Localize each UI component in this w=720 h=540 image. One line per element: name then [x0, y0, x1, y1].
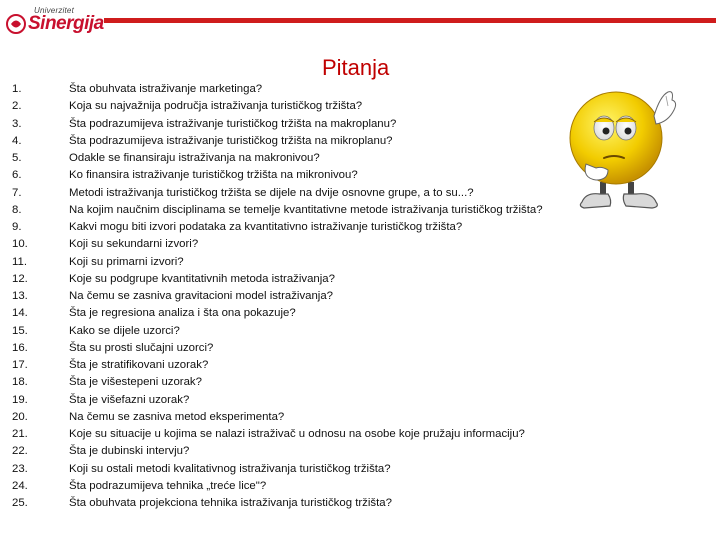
question-item	[12, 219, 572, 236]
question-text: Na čemu se zasniva metod eksperimenta?	[69, 410, 285, 423]
question-text: Koje su situacije u kojima se nalazi istraživač u odnosu na osobe koje pružaju informaciju?	[69, 428, 525, 440]
question-item	[12, 340, 572, 357]
question-number: 14.	[12, 307, 28, 320]
question-item	[12, 426, 572, 443]
page-title: Pitanja	[322, 55, 390, 80]
question-item	[12, 461, 572, 478]
question-number: 4.	[12, 134, 22, 147]
question-number: 22.	[12, 445, 28, 458]
question-item	[12, 323, 572, 340]
question-number: 20.	[12, 410, 28, 423]
question-text: Koji su sekundarni izvori?	[69, 238, 199, 251]
logo-name: Sinergija	[28, 13, 104, 34]
question-item	[12, 478, 572, 495]
question-item	[12, 98, 572, 115]
university-logo	[4, 6, 104, 34]
question-number: 25.	[12, 497, 28, 509]
question-text: Koji su primarni izvori?	[69, 255, 184, 268]
question-text: Koja su najvažnija područja istraživanja turističkog tržišta?	[69, 100, 363, 113]
question-number: 3.	[12, 117, 22, 130]
question-text: Koji su ostali metodi kvalitativnog istraživanja turističkog tržišta?	[69, 462, 391, 475]
question-number: 10.	[12, 238, 28, 251]
thinking-face-emoji-icon	[556, 86, 686, 222]
question-item	[12, 167, 572, 184]
question-text: Šta je regresiona analiza i šta ona pokazuje?	[69, 307, 296, 320]
question-number: 21.	[12, 428, 28, 440]
header-bar	[104, 18, 716, 23]
question-item	[12, 236, 572, 253]
question-text: Kakvi mogu biti izvori podataka za kvantitativno istraživanje turističkog tržišta?	[69, 221, 463, 233]
question-text: Na čemu se zasniva gravitacioni model istraživanja?	[69, 290, 334, 302]
question-item	[12, 357, 572, 374]
question-number: 9.	[12, 221, 22, 233]
question-item	[12, 81, 572, 98]
university-mark-icon	[6, 14, 26, 34]
question-item	[12, 116, 572, 133]
question-number: 11.	[12, 255, 27, 268]
question-number: 7.	[12, 186, 22, 199]
question-item	[12, 495, 572, 512]
question-number: 15.	[12, 324, 28, 337]
question-text: Ko finansira istraživanje turističkog tržišta na mikronivou?	[69, 169, 358, 182]
question-item	[12, 409, 572, 426]
question-number: 1.	[12, 83, 22, 95]
question-number: 6.	[12, 169, 22, 182]
question-text: Na kojim naučnim disciplinama se temelje kvantitativne metode istraživanja turističkog tržišta?	[69, 203, 543, 216]
question-number: 8.	[12, 203, 22, 216]
question-text: Šta je dubinski intervju?	[69, 445, 190, 458]
question-text: Metodi istraživanja turističkog tržišta se dijele na dvije osnovne grupe, a to su...?	[69, 186, 474, 199]
question-number: 16.	[12, 341, 28, 354]
question-text: Šta podrazumijeva tehnika „treće lice"?	[69, 479, 267, 492]
question-item	[12, 271, 572, 288]
question-text: Šta podrazumijeva istraživanje turističkog tržišta na makroplanu?	[69, 117, 397, 130]
logo-top-text: Univerzitet	[34, 6, 74, 15]
question-item	[12, 305, 572, 322]
question-number: 19.	[12, 393, 28, 406]
question-text: Šta podrazumijeva istraživanje turističkog tržišta na mikroplanu?	[69, 134, 393, 147]
question-item	[12, 202, 572, 219]
question-item	[12, 254, 572, 271]
question-text: Šta obuhvata istraživanje marketinga?	[69, 83, 263, 95]
question-text: Šta su prosti slučajni uzorci?	[69, 341, 214, 354]
question-text: Šta je višestepeni uzorak?	[69, 376, 202, 389]
question-number: 13.	[12, 290, 28, 302]
question-number: 23.	[12, 462, 28, 475]
question-text: Šta je višefazni uzorak?	[69, 393, 190, 406]
question-item	[12, 150, 572, 167]
question-number: 18.	[12, 376, 28, 389]
question-number: 12.	[12, 272, 28, 285]
questions-list	[12, 81, 572, 512]
question-text: Šta obuhvata projekciona tehnika istraživanja turističkog tržišta?	[69, 497, 392, 509]
question-item	[12, 185, 572, 202]
question-number: 2.	[12, 100, 22, 113]
question-text: Koje su podgrupe kvantitativnih metoda istraživanja?	[69, 272, 335, 285]
question-number: 17.	[12, 359, 28, 371]
question-item	[12, 374, 572, 391]
question-item	[12, 288, 572, 305]
question-item	[12, 392, 572, 409]
question-text: Odakle se finansiraju istraživanja na makronivou?	[69, 152, 320, 164]
question-text: Kako se dijele uzorci?	[69, 324, 180, 337]
question-item	[12, 443, 572, 460]
question-number: 24.	[12, 479, 28, 492]
question-item	[12, 133, 572, 150]
question-text: Šta je stratifikovani uzorak?	[69, 359, 209, 371]
question-number: 5.	[12, 152, 22, 164]
